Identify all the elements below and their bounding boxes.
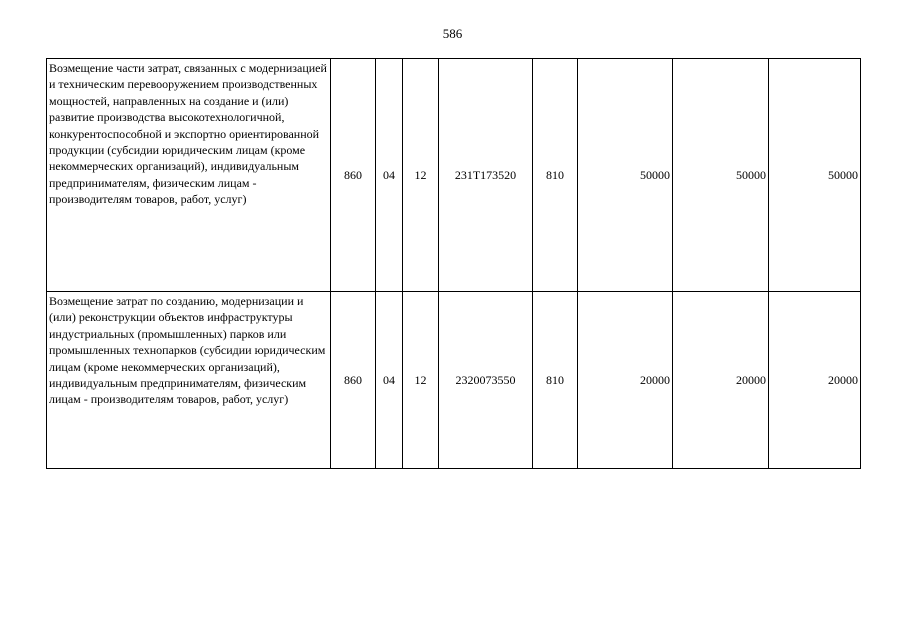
budget-table [46,58,861,469]
amount-year-1: 50000 [578,59,673,292]
table-row [47,292,861,469]
ministry-code: 860 [331,292,376,469]
expense-description: Возмещение затрат по созданию, модернизации и (или) реконструкции объектов инфраструктуры индустриальных (промышленных) парков или промышленных технопарков (субсидии юридическим лицам (кроме некоммерческих организаций), индивидуальным предпринимателям, физическим лицам - производителям товаров, работ, услуг) [47,292,331,469]
target-article-code: 2320073550 [439,292,533,469]
page-number: 586 [442,26,463,41]
expense-description: Возмещение части затрат, связанных с модернизацией и техническим перевооружением производственных мощностей, направленных на создание и (или) развитие производства высокотехнологичной, конкурентоспособной и экспортно ориентированной продукции (субсидии юридическим лицам (кроме некоммерческих организаций), индивидуальным предпринимателям, физическим лицам - производителям товаров, работ, услуг) [47,59,331,292]
amount-year-1: 20000 [578,292,673,469]
expense-type-code: 810 [533,59,578,292]
subsection-code: 12 [403,59,439,292]
amount-year-2: 50000 [673,59,769,292]
target-article-code: 231Т173520 [439,59,533,292]
amount-year-3: 20000 [769,292,861,469]
subsection-code: 12 [403,292,439,469]
ministry-code: 860 [331,59,376,292]
section-code: 04 [376,59,403,292]
amount-year-3: 50000 [769,59,861,292]
section-code: 04 [376,292,403,469]
table-row [47,59,861,292]
amount-year-2: 20000 [673,292,769,469]
expense-type-code: 810 [533,292,578,469]
